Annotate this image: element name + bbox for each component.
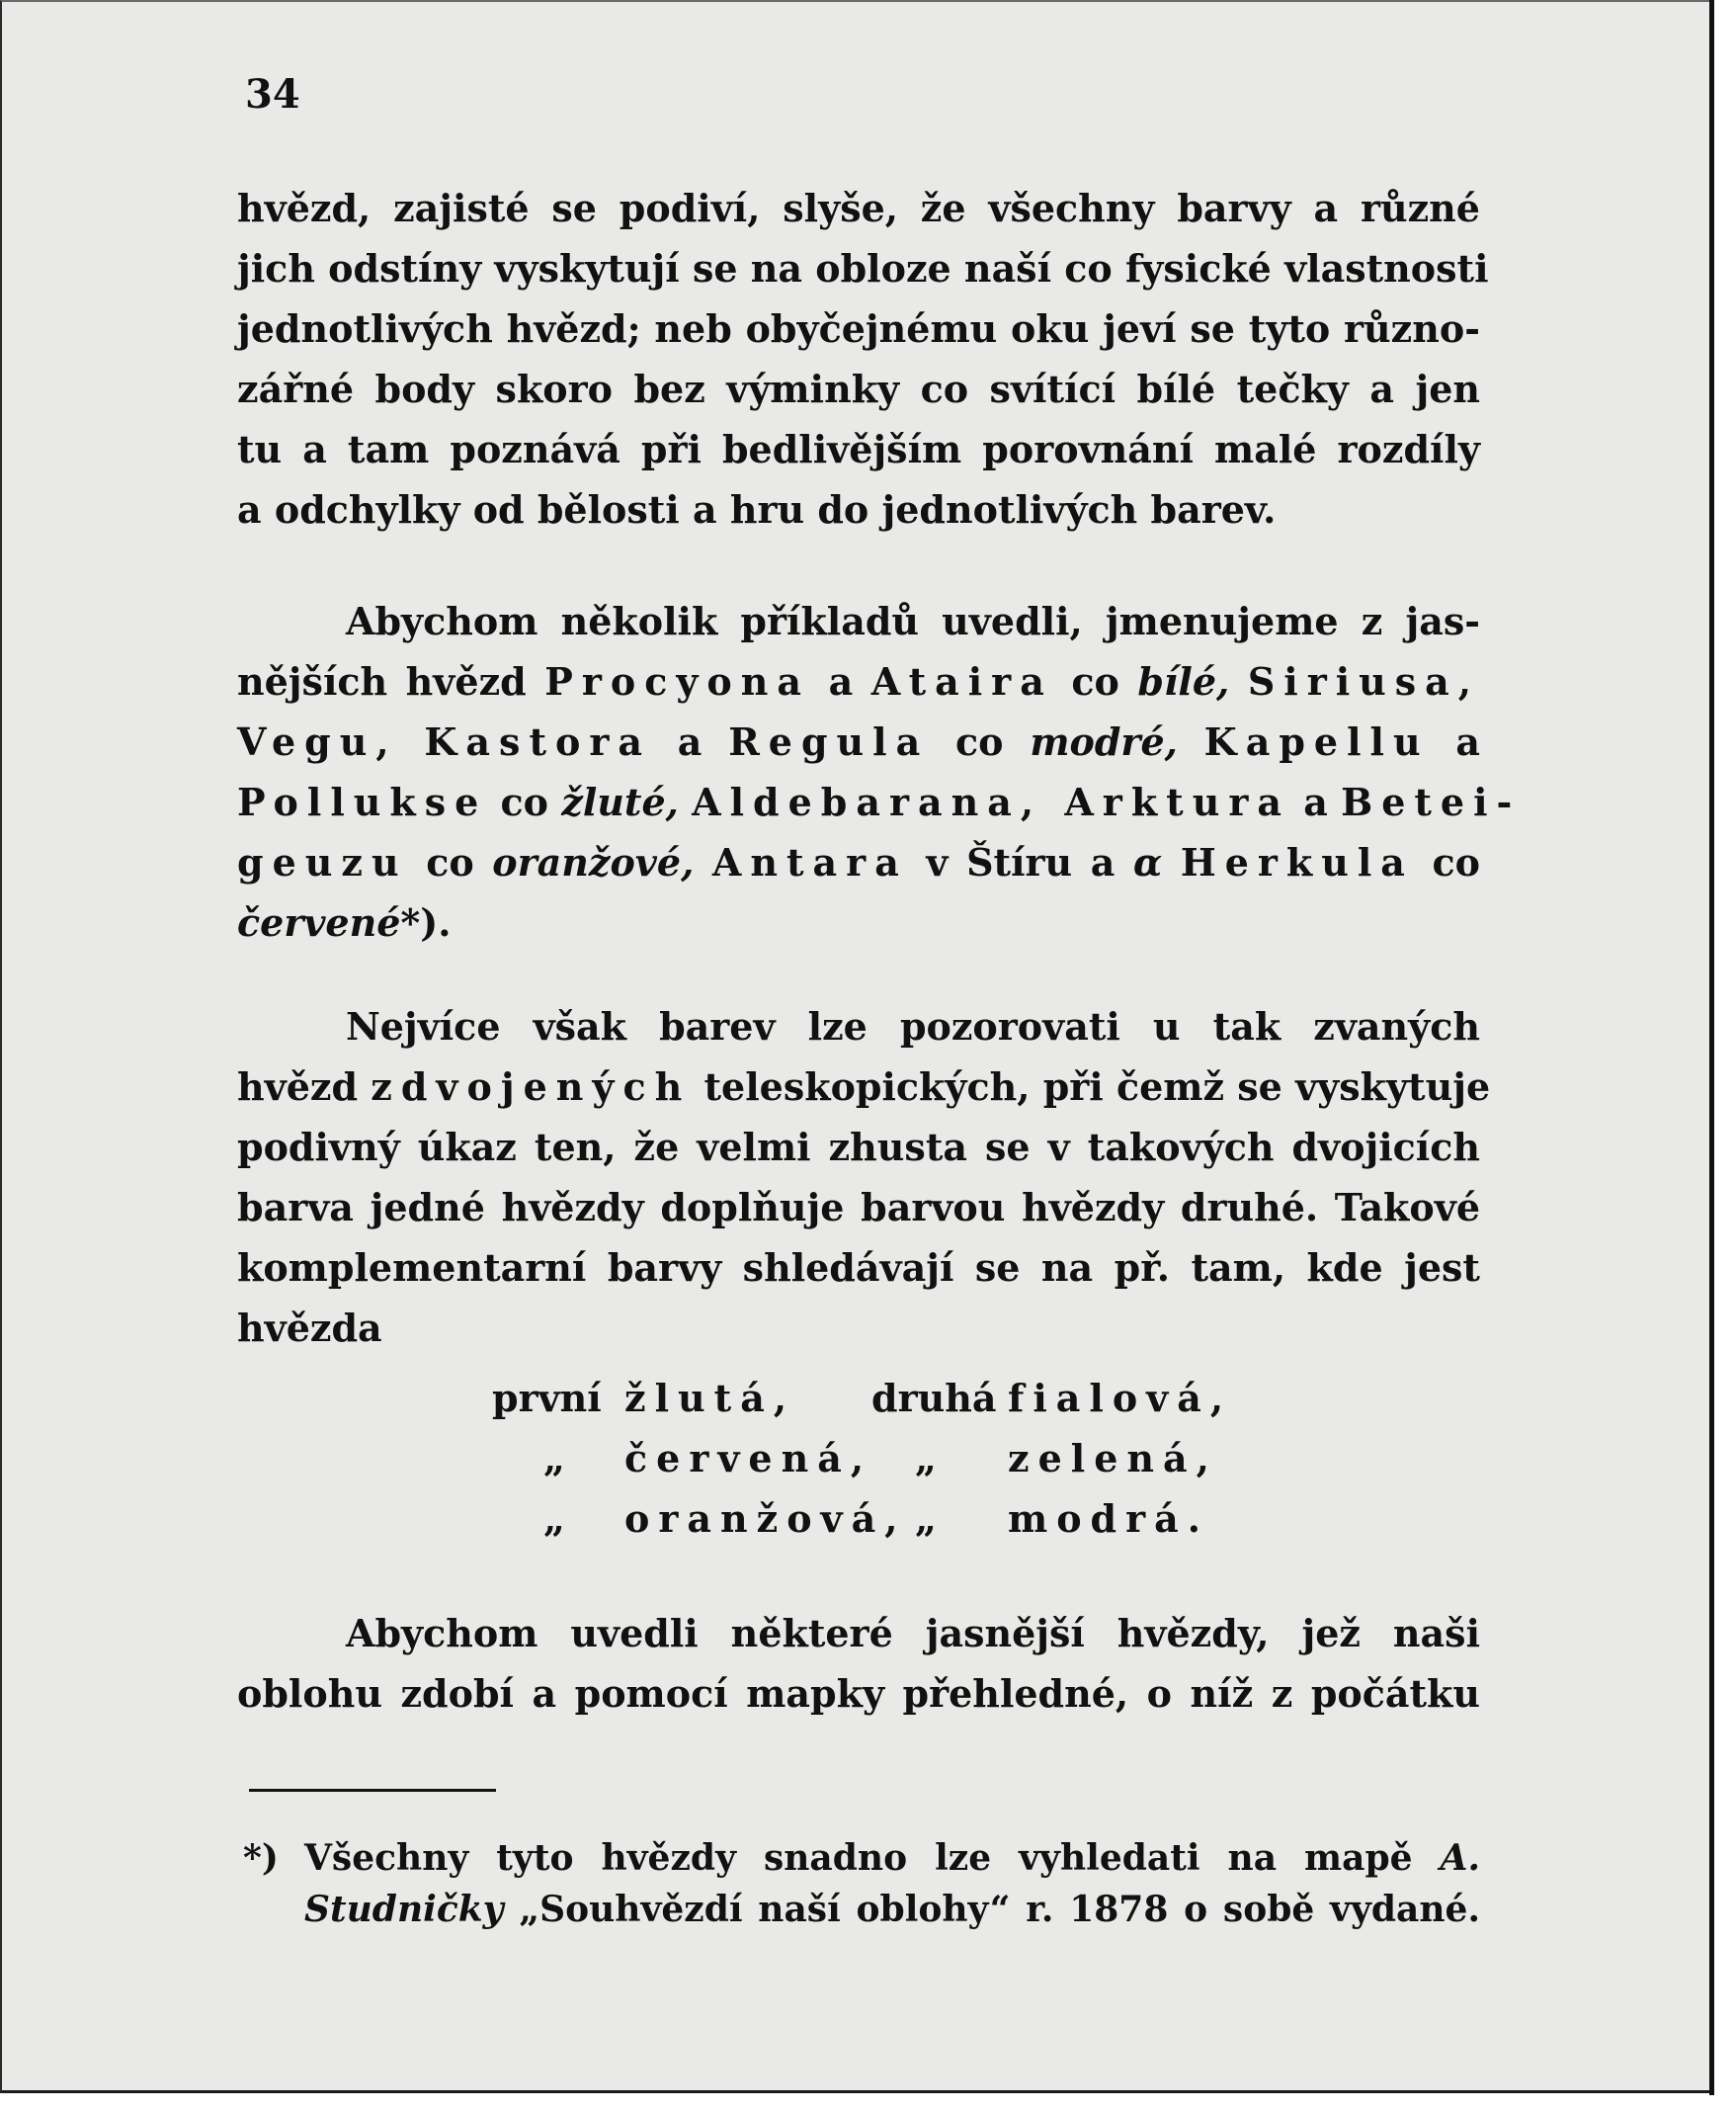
footnote-ref: *). <box>400 900 452 945</box>
italic-color: červené <box>237 900 401 945</box>
paragraph-3 <box>237 996 1491 1358</box>
text-fragment: Všechny tyto hvězdy snadno lze vyhledati na mapě <box>304 1837 1413 1879</box>
text-fragment: co <box>955 719 1004 764</box>
spaced-name: Kastora <box>424 719 651 764</box>
spaced-name: Regula <box>728 719 930 764</box>
text-line: jednotlivých hvězd; neb obyčejnému oku jeví se tyto různo- <box>237 306 1480 351</box>
spaced-name: Vegu, <box>237 719 398 764</box>
italic-color: modré, <box>1030 719 1178 764</box>
text-line: hvězd, zajisté se podiví, slyše, že všechny barvy a různé <box>237 186 1480 230</box>
italic-color: bílé, <box>1137 659 1230 704</box>
text-line: Abychom uvedli některé jasnější hvězdy, jež naši <box>346 1611 1480 1655</box>
text-line: hvězda <box>237 1306 382 1350</box>
page-edge <box>1709 0 1714 2095</box>
spaced-name: geuzu <box>237 840 408 885</box>
second-label: „ <box>915 1496 937 1541</box>
second-color: modrá. <box>1008 1496 1209 1541</box>
footnote-divider <box>249 1789 496 1792</box>
paragraph-4 <box>237 1603 1480 1724</box>
text-fragment: a <box>1303 780 1328 824</box>
second-label: „ <box>915 1436 937 1480</box>
alpha-symbol: α <box>1132 840 1163 885</box>
text-line: oblohu zdobí a pomocí mapky přehledné, o níž z počátku <box>237 1671 1480 1716</box>
first-label: „ <box>543 1436 565 1480</box>
spaced-name: Procyona <box>544 659 811 704</box>
text-fragment: teleskopických, při čemž se vyskytuje <box>703 1064 1491 1109</box>
spaced-name: Pollukse <box>237 780 488 824</box>
text-fragment: hvězd <box>237 1064 359 1109</box>
text-fragment: „Souhvězdí naší oblohy“ r. 1878 o sobě vydané. <box>519 1889 1480 1930</box>
text-fragment: co <box>1071 659 1119 704</box>
first-color: žlutá, <box>624 1376 796 1420</box>
second-color: zelená, <box>1008 1436 1218 1480</box>
text-line: a odchylky od bělosti a hru do jednotlivých barev. <box>237 487 1277 532</box>
text-fragment: co <box>1432 840 1481 885</box>
text-line <box>237 772 1522 832</box>
first-label: první <box>492 1376 602 1420</box>
second-label: druhá <box>871 1376 997 1420</box>
spaced-name: Antara <box>711 840 908 885</box>
italic-color: oranžové, <box>492 840 695 885</box>
text-fragment: a <box>828 659 854 704</box>
text-fragment: co <box>426 840 474 885</box>
text-line <box>237 1056 1491 1117</box>
text-line: podivný úkaz ten, že velmi zhusta se v takových dvojicích <box>237 1125 1480 1169</box>
text-fragment: nějších hvězd <box>237 659 527 704</box>
text-line <box>237 892 1480 953</box>
text-line: Nejvíce však barev lze pozorovati u tak zvaných <box>346 1004 1480 1049</box>
text-line: tu a tam poznává při bedlivějším porovnání malé rozdíly <box>237 427 1480 471</box>
text-line: barva jedné hvězdy doplňuje barvou hvězdy druhé. Takové <box>237 1185 1480 1229</box>
text-fragment: co <box>500 780 549 824</box>
text-line: komplementarní barvy shledávají se na př. tam, kde jest <box>237 1245 1480 1290</box>
italic-color: žluté, <box>561 780 679 824</box>
author-name: Studničky <box>304 1889 504 1930</box>
first-color: oranžová, <box>624 1496 907 1541</box>
spaced-name: Ataira <box>870 659 1053 704</box>
spaced-word: zdvojených <box>371 1064 692 1109</box>
spaced-name: Kapellu <box>1203 719 1430 764</box>
text-fragment: a <box>677 719 703 764</box>
paragraph-2 <box>237 591 1522 953</box>
text-line: Abychom několik příkladů uvedli, jmenujeme z jas- <box>346 599 1480 643</box>
spaced-name: Aldebarana, Arktura <box>692 780 1290 824</box>
text-fragment: a <box>1455 719 1480 764</box>
second-color: fialová, <box>1008 1376 1233 1420</box>
footnote-line <box>304 1832 1480 1884</box>
text-line <box>237 712 1480 772</box>
spaced-name: Herkula <box>1180 840 1414 885</box>
author-initial: A. <box>1440 1837 1480 1879</box>
text-line <box>237 651 1480 712</box>
paragraph-1 <box>237 178 1489 540</box>
first-label: „ <box>543 1496 565 1541</box>
text-fragment: v Štíru a <box>926 840 1116 885</box>
footnote <box>243 1832 1480 1935</box>
first-color: červená, <box>624 1436 873 1480</box>
text-line: zářné body skoro bez výminky co svítící bílé tečky a jen <box>237 367 1480 411</box>
text-line: jich odstíny vyskytují se na obloze naší co fysické vlastnosti <box>237 246 1489 291</box>
page-number: 34 <box>245 71 300 118</box>
spaced-name: Betei- <box>1341 780 1522 824</box>
text-line <box>237 832 1480 892</box>
footnote-line <box>304 1884 1480 1935</box>
spaced-name: Siriusa, <box>1247 659 1481 704</box>
footnote-mark: *) <box>243 1837 279 1879</box>
